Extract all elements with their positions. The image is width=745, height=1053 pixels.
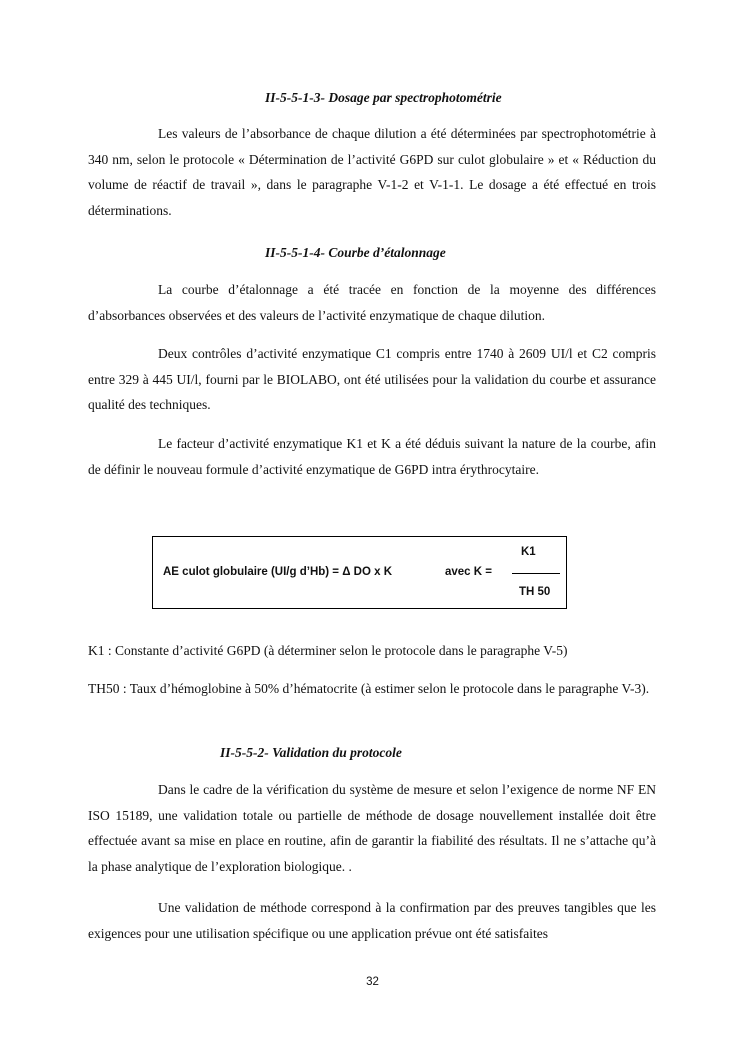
formula-box [152, 536, 567, 609]
paragraph-dosage: Les valeurs de l’absorbance de chaque dilution a été déterminées par spectrophotométrie à 340 nm, selon le protocole « Détermination de l’activité G6PD sur culot globulaire » et « Réduction du volume de réactif de travail », dans le paragraphe V-1-2 et V-1-1. Le dosage a été effectué en trois déterminations. [88, 126, 656, 218]
fraction-line [512, 573, 560, 574]
formula-avec: avec K = [445, 566, 492, 578]
paragraph-methode: Une validation de méthode correspond à la confirmation par des preuves tangibles que les exigences pour une utilisation spécifique ou une application prévue ont été satisfaites [88, 900, 656, 941]
formula-denominator: TH 50 [519, 586, 551, 598]
paragraph-k1-definition: K1 : Constante d’activité G6PD (à déterminer selon le protocole dans le paragraphe V-5) [88, 643, 568, 658]
paragraph-courbe: La courbe d’étalonnage a été tracée en fonction de la moyenne des différences d’absorbances observées et des valeurs de l’activité enzymatique de chaque dilution. [88, 282, 656, 323]
heading-dosage: II-5-5-1-3- Dosage par spectrophotométrie [265, 90, 502, 105]
page-number: 32 [366, 976, 379, 988]
paragraph-validation: Dans le cadre de la vérification du système de mesure et selon l’exigence de norme NF EN ISO 15189, une validation totale ou partielle de méthode de dosage nouvellement installée doit être effectuée avant sa mise en place en routine, afin de garantir la fiabilité des résultats. Il ne s’attache qu’à la phase analytique de l’exploration biologique. . [88, 782, 656, 874]
heading-courbe: II-5-5-1-4- Courbe d’étalonnage [265, 245, 446, 260]
paragraph-controles: Deux contrôles d’activité enzymatique C1 compris entre 1740 à 2609 UI/l et C2 compris entre 329 à 445 UI/l, fourni par le BIOLABO, ont été utilisées pour la validation du courbe et assurance qualité des techniques. [88, 346, 656, 412]
formula-numerator: K1 [521, 546, 536, 558]
paragraph-facteur: Le facteur d’activité enzymatique K1 et K a été déduis suivant la nature de la courbe, afin de définir le nouveau formule d’activité enzymatique de G6PD intra érythrocytaire. [88, 436, 656, 477]
paragraph-th50-definition: TH50 : Taux d’hémoglobine à 50% d’hématocrite (à estimer selon le protocole dans le paragraphe V-3). [88, 681, 650, 696]
heading-validation: II-5-5-2- Validation du protocole [220, 745, 402, 760]
formula-lhs: AE culot globulaire (UI/g d’Hb) = Δ DO x K [163, 566, 393, 578]
